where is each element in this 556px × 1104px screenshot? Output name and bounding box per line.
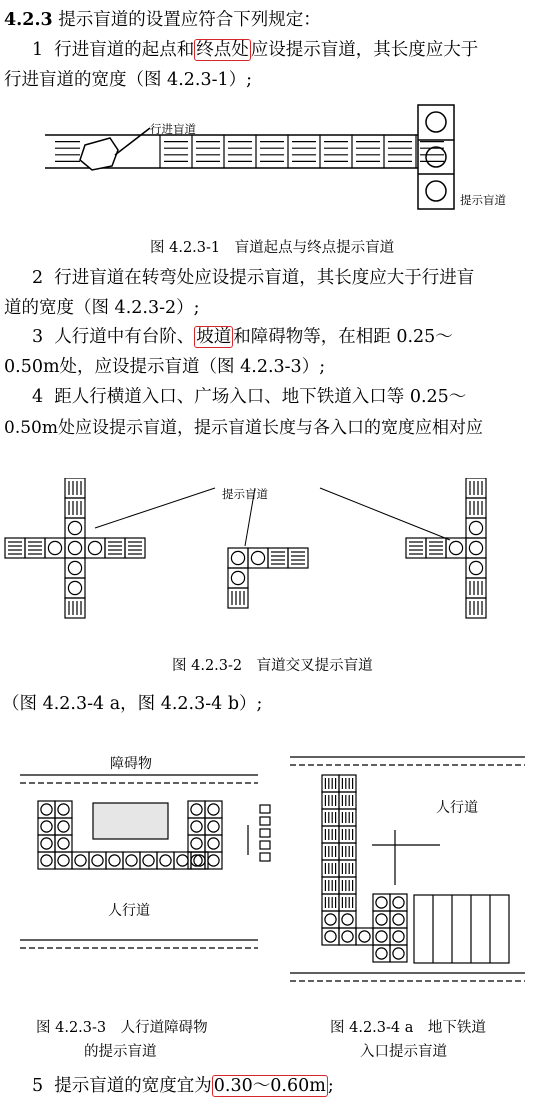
guide-tile [322, 826, 339, 843]
step-marker [260, 829, 270, 837]
item-2-text: 行进盲道在转弯处应设提示盲道，其长度应大于行进盲 [54, 268, 475, 288]
warning-dot [342, 914, 353, 925]
warning-dot [68, 521, 81, 534]
figure-3-caption-line-1: 图 4.2.3-3 人行道障碍物 [36, 1020, 208, 1036]
guide-tile [322, 877, 339, 894]
highlight-ramp: 坡道 [196, 327, 232, 347]
highlight-width: 0.30～0.60m [213, 1076, 326, 1096]
guide-tile [125, 538, 145, 558]
label-sidewalk-fig4: 人行道 [436, 800, 478, 816]
step-marker [260, 817, 270, 825]
warning-dot [469, 561, 482, 574]
item-3-line-1 [0, 323, 556, 348]
item-5-text-a: 提示盲道的宽度宜为 [54, 1076, 212, 1096]
warning-dot [208, 838, 219, 849]
item-2-line-1 [0, 264, 556, 289]
guide-tile [339, 826, 356, 843]
guide-tile [322, 792, 339, 809]
warning-dot [194, 855, 205, 866]
warning-dot [469, 541, 482, 554]
warning-dot [41, 821, 52, 832]
warning-dot [393, 914, 404, 925]
guide-tile [466, 578, 486, 598]
section-number: 4.2.3 [4, 10, 53, 30]
item-1-text-a: 行进盲道的起点和 [54, 40, 195, 60]
step-marker [260, 805, 270, 813]
warning-dot [58, 821, 69, 832]
guide-tile [288, 548, 308, 568]
guide-tile [339, 775, 356, 792]
item-4-line-1 [0, 383, 556, 408]
warning-dot [109, 855, 120, 866]
figure-4-caption-line-1: 图 4.2.3-4 a 地下铁道 [330, 1020, 486, 1036]
warning-dot [41, 838, 52, 849]
warning-dot [68, 541, 81, 554]
figure-1-caption: 图 4.2.3-1 盲道起点与终点提示盲道 [150, 240, 395, 256]
figure-4-caption-line-2: 入口提示盲道 [360, 1044, 447, 1060]
subway-entrance [414, 895, 509, 963]
warning-dot [449, 541, 462, 554]
warning-dot [191, 821, 202, 832]
guide-tile [228, 588, 248, 608]
warning-dot [469, 521, 482, 534]
warning-dot [191, 838, 202, 849]
guide-tile [65, 478, 85, 498]
item-3-number: 3 [32, 327, 44, 347]
guide-tile [426, 538, 446, 558]
warning-dot [231, 551, 244, 564]
item-4-line-2: 0.50m处应设提示盲道，提示盲道长度与各入口的宽度应相对应 [4, 418, 483, 438]
warning-dot [376, 948, 387, 959]
highlight-end-point: 终点处 [196, 40, 249, 60]
guide-tile [339, 860, 356, 877]
warning-dot [208, 821, 219, 832]
guide-tile [466, 598, 486, 618]
reference-line: （图 4.2.3-4 a，图 4.2.3-4 b）; [2, 694, 263, 714]
guide-tile [322, 860, 339, 877]
guide-tile [322, 894, 339, 911]
guide-tile [5, 538, 25, 558]
warning-dot [160, 855, 171, 866]
label-obstacle: 障碍物 [110, 756, 152, 772]
figure-4-2-3-2 [0, 478, 556, 638]
item-3-text-a: 人行道中有台阶、 [54, 327, 195, 347]
step-marker [260, 853, 270, 861]
item-5-number: 5 [32, 1076, 44, 1096]
warning-dot [68, 561, 81, 574]
obstacle [93, 803, 168, 839]
warning-dot [325, 914, 336, 925]
warning-dot [92, 855, 103, 866]
item-1-line-2: 行进盲道的宽度（图 4.2.3-1）; [4, 70, 253, 90]
warning-dot [376, 914, 387, 925]
item-5-text-b: ; [327, 1076, 334, 1096]
label-sidewalk-fig3: 人行道 [108, 903, 150, 919]
step-marker [260, 841, 270, 849]
guide-tile [322, 843, 339, 860]
item-1-text-b: 应设提示盲道，其长度应大于 [250, 40, 479, 60]
guide-tile [25, 538, 45, 558]
warning-dot [75, 855, 86, 866]
guide-tile [322, 809, 339, 826]
warning-dot [393, 897, 404, 908]
guide-tile [466, 478, 486, 498]
figure-2-caption: 图 4.2.3-2 盲道交叉提示盲道 [172, 658, 373, 674]
item-3-text-b: 和障碍物等，在相距 0.25～ [233, 327, 453, 347]
warning-dot [48, 541, 61, 554]
section-heading [4, 6, 556, 31]
warning-dot [208, 855, 219, 866]
guide-tile [339, 894, 356, 911]
item-2-line-2: 道的宽度（图 4.2.3-2）; [4, 298, 200, 318]
guide-tile [339, 877, 356, 894]
item-1-line-1 [0, 36, 556, 61]
warning-dot [342, 931, 353, 942]
warning-dot [208, 804, 219, 815]
guide-tile [65, 598, 85, 618]
warning-dot [393, 931, 404, 942]
item-4-text: 距人行横道入口、广场入口、地下铁道入口等 0.25～ [54, 387, 467, 407]
warning-dot [376, 897, 387, 908]
figure-3-caption-line-2: 的提示盲道 [84, 1044, 157, 1060]
item-1-number: 1 [32, 40, 44, 60]
guide-tile [339, 809, 356, 826]
warning-dot [359, 931, 370, 942]
warning-dot [251, 551, 264, 564]
warning-dot [58, 804, 69, 815]
warning-dot [68, 581, 81, 594]
warning-dot [325, 931, 336, 942]
guide-tile [466, 498, 486, 518]
guide-tile [268, 548, 288, 568]
warning-dot [191, 804, 202, 815]
item-2-number: 2 [32, 268, 44, 288]
warning-dot [393, 948, 404, 959]
warning-dot [177, 855, 188, 866]
warning-dot [88, 541, 101, 554]
warning-dot [41, 804, 52, 815]
item-3-line-2: 0.50m处，应设提示盲道（图 4.2.3-3）; [4, 357, 326, 377]
guide-tile [322, 775, 339, 792]
warning-dot [376, 931, 387, 942]
guide-tile [339, 792, 356, 809]
section-title: 提示盲道的设置应符合下列规定： [58, 10, 321, 30]
figure-4-2-3-3-and-4a [0, 745, 556, 990]
warning-dot [58, 838, 69, 849]
label-guide-path: 行进盲道 [150, 122, 196, 136]
warning-dot [191, 855, 202, 866]
warning-dot [231, 571, 244, 584]
guide-tile [406, 538, 426, 558]
warning-dot [58, 855, 69, 866]
item-5 [0, 1072, 556, 1097]
label-warning-path-fig2: 提示盲道 [222, 487, 268, 501]
guide-tile [65, 498, 85, 518]
guide-tile [339, 843, 356, 860]
item-4-number: 4 [32, 387, 44, 407]
warning-dot [126, 855, 137, 866]
figure-4-2-3-1 [0, 100, 556, 230]
warning-dot [143, 855, 154, 866]
label-warning-path: 提示盲道 [460, 193, 506, 207]
warning-dot [41, 855, 52, 866]
guide-tile [105, 538, 125, 558]
